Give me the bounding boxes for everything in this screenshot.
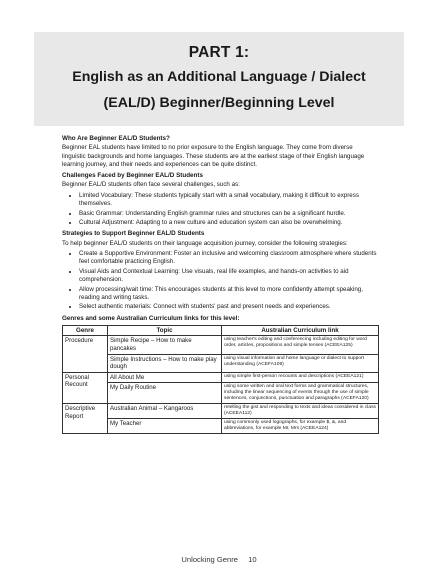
- curriculum-link-cell: retelling the gist and responding to texts and ideas considered in class (ACEEA112): [222, 404, 379, 419]
- genres-heading: Genres and some Australian Curriculum links for this level:: [62, 314, 240, 322]
- table-header-row: [63, 325, 379, 336]
- topic-cell: Simple Recipe – How to make pancakes: [108, 336, 222, 354]
- curriculum-link-cell: using visual information and home language or dialect to support understanding (ACEFA109): [222, 354, 379, 372]
- challenges-list: [62, 192, 378, 228]
- topic-cell: My Daily Routine: [108, 383, 222, 404]
- curriculum-link-cell: using simple first-person recounts and descriptions (ACEEA121): [222, 372, 379, 383]
- strategy-item: • Create a Supportive Environment: Foster an inclusive and welcoming classroom atmosphere where students feel comfortable practicing English.: [79, 250, 378, 267]
- strategy-item: • Select authentic materials: Connect with students' past and present needs and experiences.: [79, 303, 378, 311]
- genres-table: [62, 325, 379, 435]
- table-row: [63, 404, 379, 419]
- strategies-intro: To help beginner EAL/D students on their language acquisition journey, consider the following strategies:: [62, 239, 348, 247]
- table-row: [63, 372, 379, 383]
- table-row: [63, 354, 379, 372]
- page-number: 10: [248, 555, 257, 564]
- topic-cell: Simple Instructions – How to make play dough: [108, 354, 222, 372]
- challenge-item: • Limited Vocabulary: These students typically start with a small vocabulary, making it difficult to express themselves.: [79, 192, 378, 209]
- curriculum-link-cell: using teacher's editing and conferencing including editing for word order, articles, propositions and simple tenses (ACEEA125): [222, 336, 379, 354]
- column-header-curriculum-link: Australian Curriculum link: [222, 325, 379, 336]
- strategies-heading: Strategies to Support Beginner EAL/D Students: [62, 230, 205, 238]
- curriculum-link-cell: using some written and oral text forms and grammatical structures, including the linear sequencing of events through the use of simple sentences, conjunctions, punctuation and paragraphs (ACEFA120): [222, 383, 379, 404]
- page-footer: [0, 555, 438, 564]
- challenges-heading: Challenges Faced by Beginner EAL/D Students: [62, 172, 204, 180]
- strategy-item: • Allow processing/wait time: This encourages students at this level to more confidently attempt speaking, reading and writing tasks.: [79, 286, 378, 303]
- column-header-topic: Topic: [108, 325, 222, 336]
- header-title-line-1: English as an Additional Language / Dialect: [72, 69, 366, 85]
- challenges-intro: Beginner EAL/D students often face several challenges, such as:: [62, 181, 240, 189]
- topic-cell: All About Me: [108, 372, 222, 383]
- topic-cell: Australian Animal – Kangaroos: [108, 404, 222, 419]
- strategy-item: • Visual Aids and Contextual Learning: Use visuals, real life examples, and hands-on activities to aid comprehension.: [79, 268, 378, 285]
- page-body: [62, 132, 378, 434]
- strategies-list: [62, 250, 378, 312]
- column-header-genre: Genre: [63, 325, 108, 336]
- part-label: PART 1:: [188, 44, 250, 61]
- table-row: [63, 383, 379, 404]
- curriculum-link-cell: using commonly used logographs, for example $, &, and abbreviations, for example Mr, Mrs (ACEEA124): [222, 419, 379, 434]
- genre-cell: Procedure: [63, 336, 108, 372]
- challenge-item: • Basic Grammar: Understanding English grammar rules and structures can be a significant hurdle.: [79, 210, 378, 218]
- page-header: [34, 32, 404, 126]
- table-row: [63, 419, 379, 434]
- footer-book-title: Unlocking Genre: [181, 555, 238, 564]
- header-title-line-2: (EAL/D) Beginner/Beginning Level: [103, 95, 335, 111]
- genre-cell: Descriptive Report: [63, 404, 108, 434]
- table-row: [63, 336, 379, 354]
- topic-cell: My Teacher: [108, 419, 222, 434]
- who-heading: Who Are Beginner EAL/D Students?: [62, 135, 170, 142]
- who-paragraph: Beginner EAL students have limited to no prior exposure to the English language. They come from diverse linguistic backgrounds and home languages. These students are at the earliest stage of their English language learning journey, and their needs and experiences can be quite distinct.: [62, 144, 365, 168]
- challenge-item: • Cultural Adjustment: Adapting to a new culture and education system can also be overwhelming.: [79, 219, 378, 227]
- genre-cell: Personal Recount: [63, 372, 108, 404]
